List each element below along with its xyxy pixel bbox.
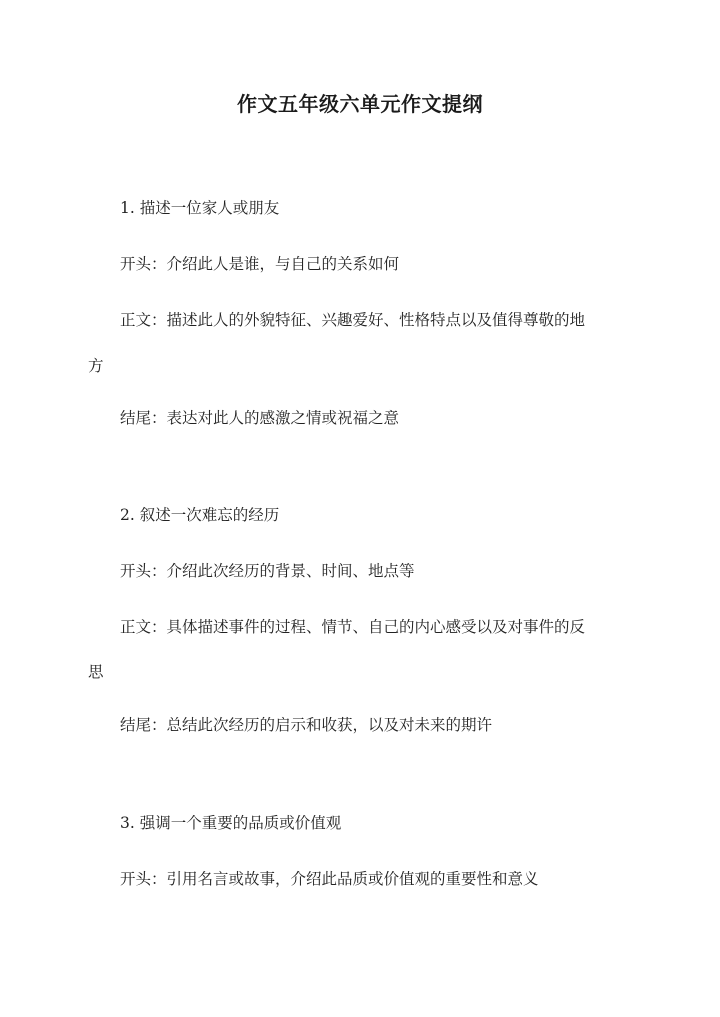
section-3-opening: 开头：引用名言或故事，介绍此品质或价值观的重要性和意义 bbox=[120, 870, 539, 888]
section-2-heading: 2. 叙述一次难忘的经历 bbox=[120, 506, 280, 524]
section-1-body-line2: 方 bbox=[88, 357, 104, 375]
section-3-heading: 3. 强调一个重要的品质或价值观 bbox=[120, 814, 342, 832]
section-1-body-line1: 正文：描述此人的外貌特征、兴趣爱好、性格特点以及值得尊敬的地 bbox=[120, 311, 586, 329]
section-2-opening: 开头：介绍此次经历的背景、时间、地点等 bbox=[120, 562, 415, 580]
section-2-body-line1: 正文：具体描述事件的过程、情节、自己的内心感受以及对事件的反 bbox=[120, 618, 586, 636]
document-title: 作文五年级六单元作文提纲 bbox=[237, 92, 483, 116]
section-2-body-line2: 思 bbox=[88, 663, 104, 681]
section-1-ending: 结尾：表达对此人的感激之情或祝福之意 bbox=[120, 409, 400, 427]
section-1-heading: 1. 描述一位家人或朋友 bbox=[120, 199, 280, 217]
section-2-ending: 结尾：总结此次经历的启示和收获，以及对未来的期许 bbox=[120, 716, 493, 734]
section-1-opening: 开头：介绍此人是谁，与自己的关系如何 bbox=[120, 255, 400, 273]
